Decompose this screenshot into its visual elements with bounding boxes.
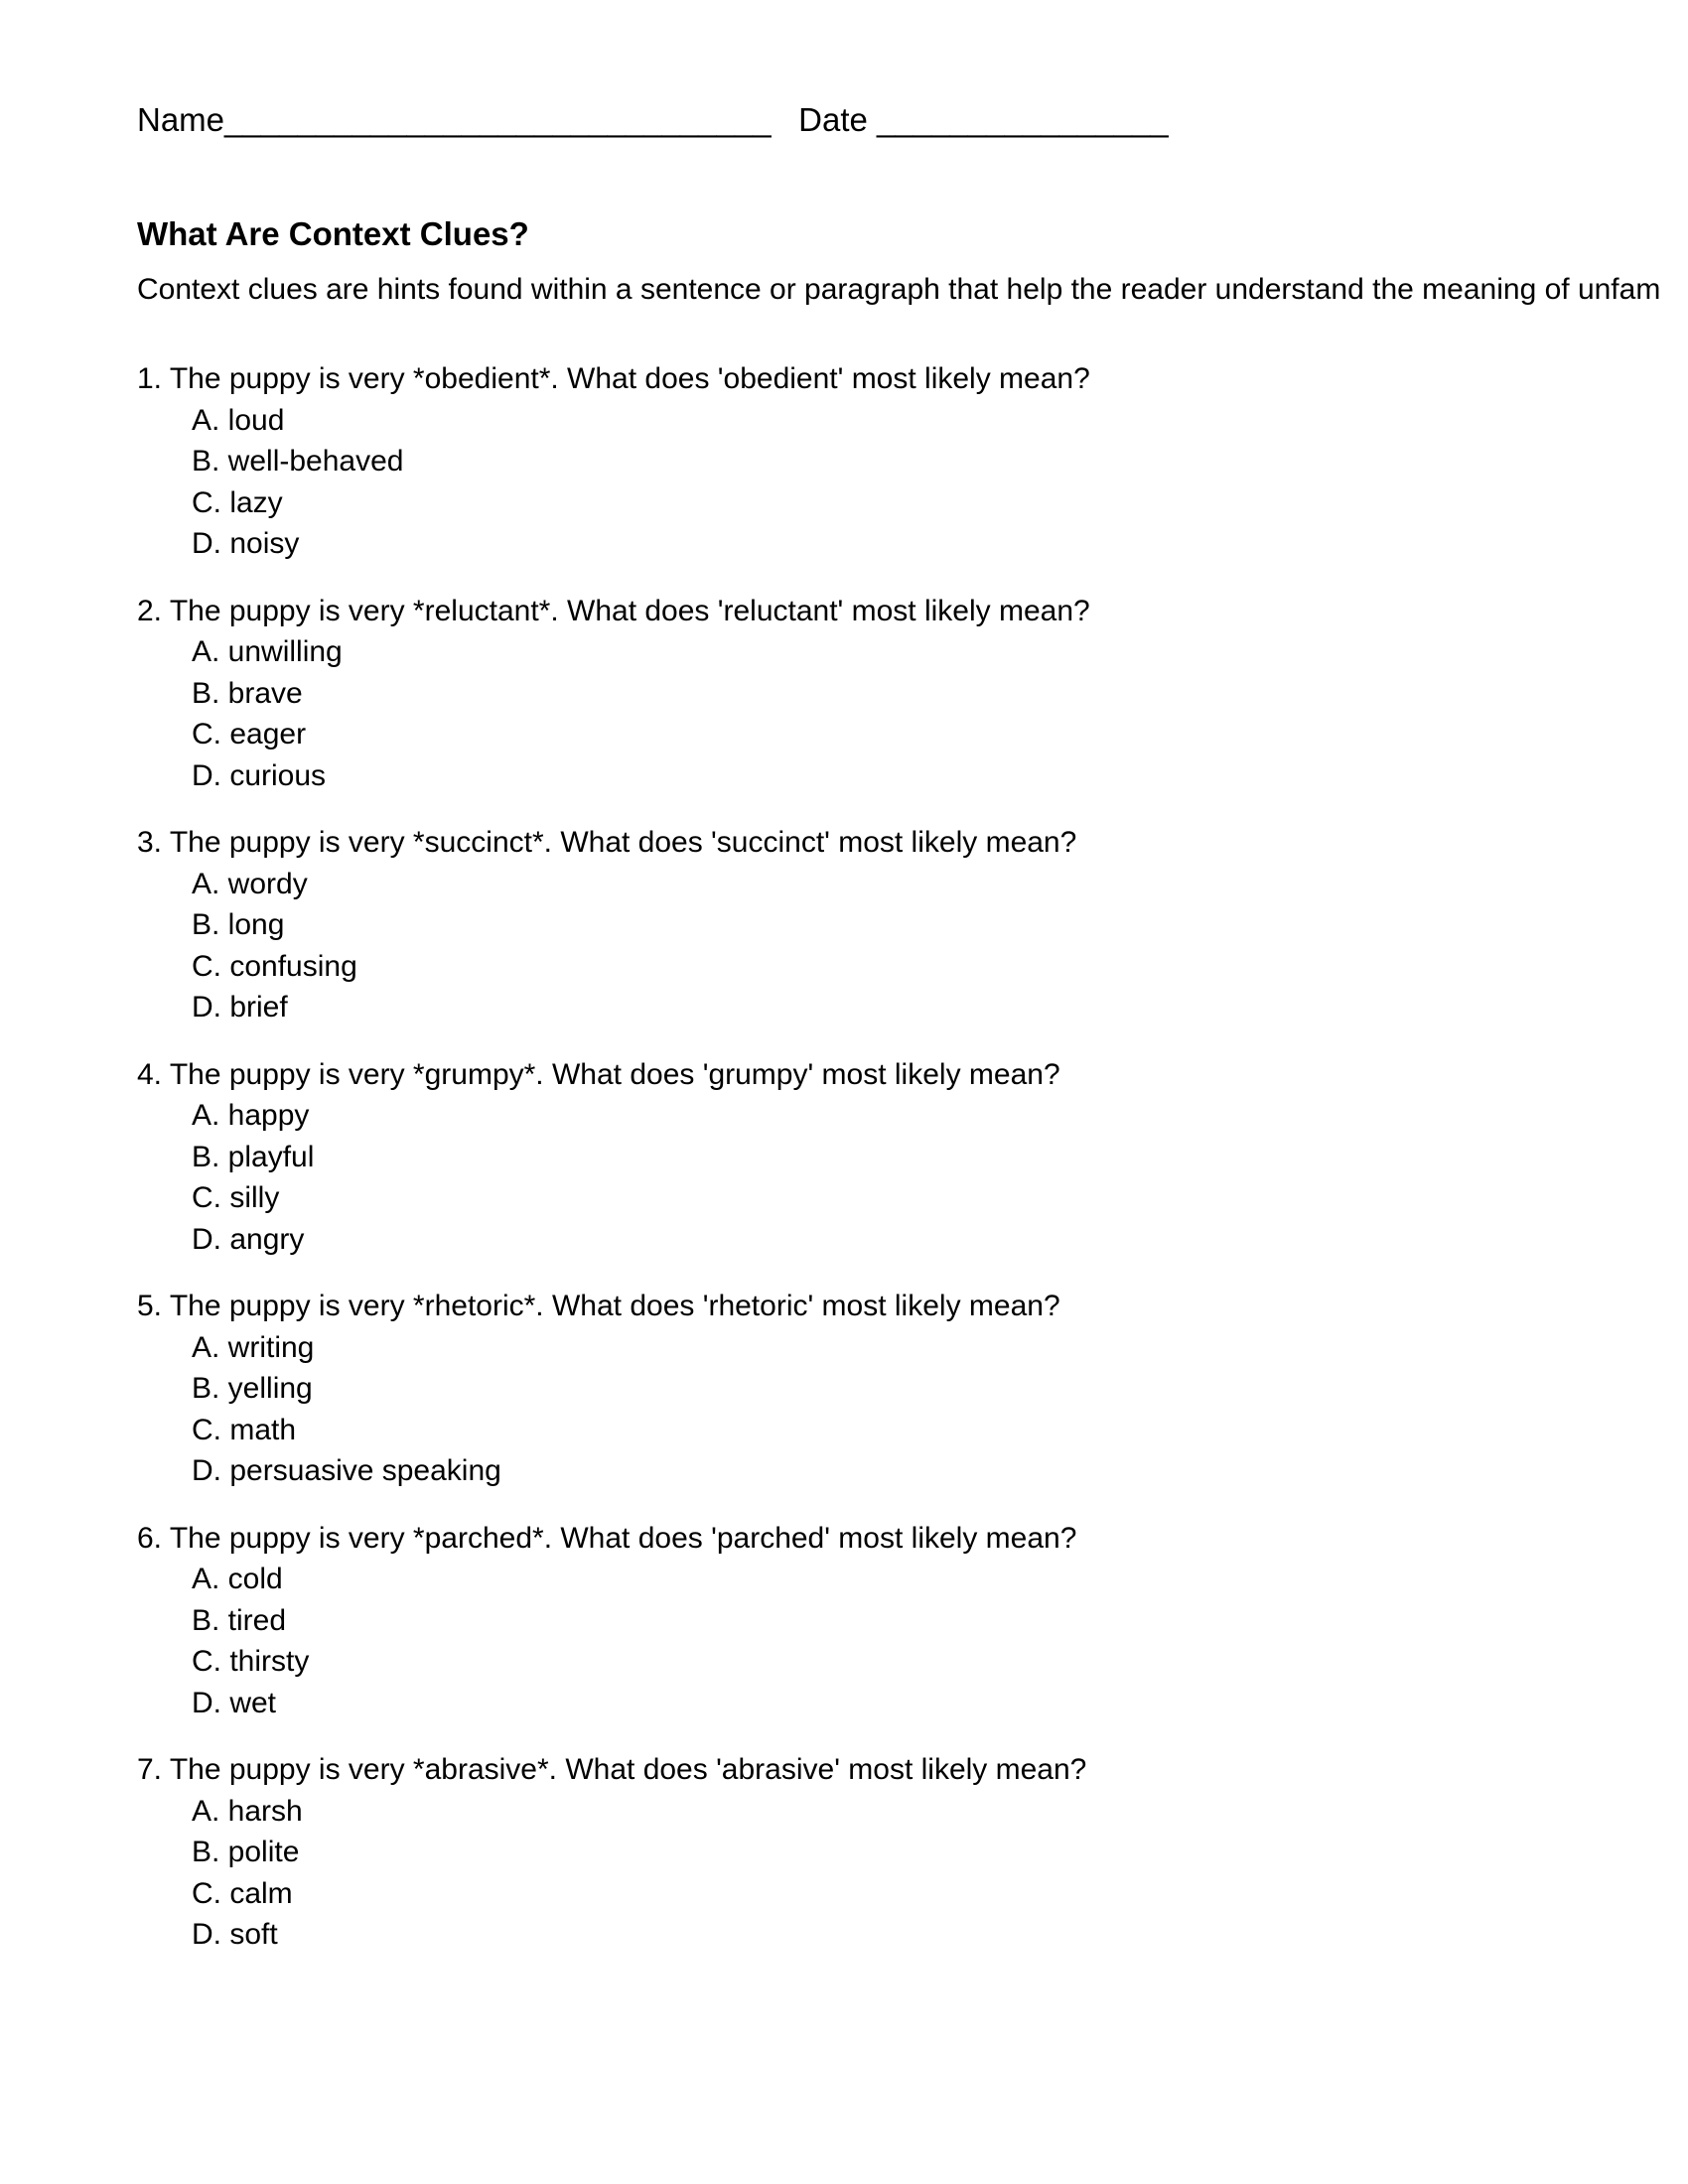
answer-option-c: C. silly (192, 1181, 280, 1214)
answer-option-c: C. math (192, 1413, 297, 1446)
question-3 (137, 822, 1626, 1054)
answer-option-c: C. calm (192, 1876, 293, 1910)
question-text: 3. The puppy is very *succinct*. What does 'succinct' most likely mean? (137, 826, 1077, 859)
answer-option-b: B. tired (192, 1603, 287, 1637)
answer-option-d: D. wet (192, 1686, 277, 1719)
answer-option-b: B. playful (192, 1140, 315, 1173)
intro-paragraph: Context clues are hints found within a sentence or paragraph that help the reader understand the meaning of unfam (137, 273, 1661, 306)
answer-option-c: C. thirsty (192, 1645, 310, 1678)
name-field[interactable]: Name______________________________ (137, 101, 772, 138)
header-line (137, 103, 1169, 136)
question-text: 5. The puppy is very *rhetoric*. What does 'rhetoric' most likely mean? (137, 1290, 1060, 1322)
answer-option-a: A. cold (192, 1563, 283, 1595)
answer-option-b: B. well-behaved (192, 445, 404, 478)
answer-option-b: B. yelling (192, 1372, 313, 1405)
question-5 (137, 1286, 1626, 1518)
question-4 (137, 1054, 1626, 1287)
answer-option-b: B. polite (192, 1836, 300, 1868)
answer-option-a: A. happy (192, 1099, 310, 1132)
question-1 (137, 358, 1626, 591)
answer-option-d: D. persuasive speaking (192, 1454, 501, 1487)
answer-option-a: A. harsh (192, 1794, 303, 1828)
question-text: 1. The puppy is very *obedient*. What does 'obedient' most likely mean? (137, 362, 1090, 395)
date-field[interactable]: Date ________________ (798, 101, 1169, 138)
answer-option-c: C. lazy (192, 485, 283, 519)
question-list (137, 358, 1626, 1981)
answer-option-d: D. soft (192, 1918, 278, 1951)
answer-option-a: A. unwilling (192, 635, 343, 668)
answer-option-d: D. noisy (192, 527, 300, 560)
question-text: 6. The puppy is very *parched*. What does 'parched' most likely mean? (137, 1521, 1077, 1555)
answer-option-d: D. brief (192, 991, 288, 1024)
answer-option-d: D. angry (192, 1222, 305, 1256)
answer-option-c: C. eager (192, 718, 307, 751)
answer-option-a: A. writing (192, 1330, 315, 1364)
question-text: 2. The puppy is very *reluctant*. What does 'reluctant' most likely mean? (137, 594, 1090, 627)
answer-option-d: D. curious (192, 758, 327, 792)
answer-option-a: A. loud (192, 403, 285, 437)
answer-option-b: B. brave (192, 676, 303, 710)
worksheet-title: What Are Context Clues? (137, 215, 529, 252)
question-text: 7. The puppy is very *abrasive*. What does 'abrasive' most likely mean? (137, 1753, 1087, 1786)
question-text: 4. The puppy is very *grumpy*. What does 'grumpy' most likely mean? (137, 1057, 1060, 1091)
question-2 (137, 591, 1626, 823)
question-6 (137, 1518, 1626, 1750)
question-7 (137, 1749, 1626, 1981)
answer-option-a: A. wordy (192, 867, 308, 900)
answer-option-c: C. confusing (192, 949, 357, 983)
answer-option-b: B. long (192, 908, 285, 941)
